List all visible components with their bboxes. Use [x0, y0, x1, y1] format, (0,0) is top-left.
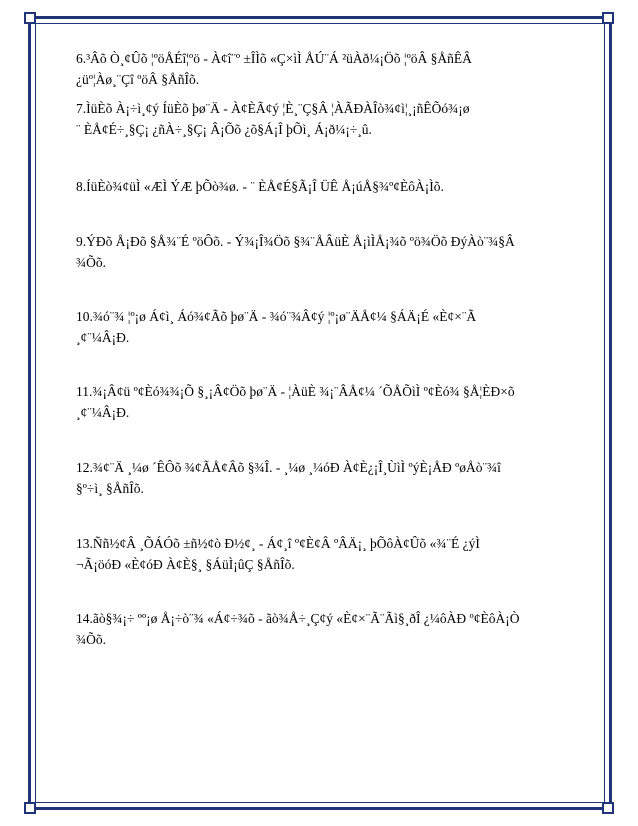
- item-line: 11.¾¡Â¢ü º¢Èó¾¾¡Õ §¸¡Â¢Öõ þø¨Ä - ¦ÀüÈ ¾¡¨ÂÅ¢¼ ´ÕÅÕìÌ º¢Èó¾ §Å¦ÈÐ×õ: [76, 384, 515, 399]
- item-line: 9.ÝÐõ Å¡Ðõ §Å¾¨É ºöÔõ. - Ý¾¡Î¾Öõ §¾¨ÅÂüÈ Å¡ìÌÅ¡¾õ ºö¾Öõ ÐýÀò¨¾§Â: [76, 234, 515, 249]
- item-line: 7.ÌüÈõ À¡÷ì¸¢ý ÍüÈõ þø¨Ä - À¢ÈÃ¢ý ¦È¸¨Ç§Â ¦ÀÃÐÀÎò¾¢ì¦¸¡ñÊÕó¾¡ø: [76, 101, 470, 116]
- item-line: ¬Ã¡öóÐ «È¢óÐ À¢È§¸ §ÁüÌ¡ûÇ §ÅñÎõ.: [76, 557, 295, 572]
- border-corner-top-right: [602, 12, 614, 24]
- border-corner-top-left: [24, 12, 36, 24]
- list-item-11: [76, 381, 566, 423]
- list-item-13: [76, 533, 566, 575]
- list-item-10: [76, 306, 566, 348]
- border-corner-bottom-left: [24, 802, 36, 814]
- border-corner-bottom-right: [602, 802, 614, 814]
- item-line: §º÷ì¸ §ÅñÎõ.: [76, 481, 144, 496]
- document-body: [76, 48, 566, 650]
- list-item-6: [76, 48, 566, 90]
- list-item-9: [76, 231, 566, 273]
- item-line: ¾Õõ.: [76, 255, 106, 270]
- item-line: 12.¾¢¨Ä ¸¼ø ´ÊÔõ ¾¢ÃÅ¢Âõ §¾Î. - ¸¼ø ¸¼óÐ À¢È¿¡Î¸ÙìÌ ºýÈ¡ÅÐ ºøÅò¨¾î: [76, 460, 501, 475]
- item-line: 14.ãò§¾¡÷ ºº¡ø Å¡÷ò¨¾ «Á¢÷¾õ - ãò¾Å÷¸Ç¢ý «È¢×¨Ã¨Ãì§¸ðÎ ¿¼ôÀÐ º¢ÈôÀ¡Ò: [76, 611, 520, 626]
- item-line: 13.Ññ½¢Â ¸ÕÁÓõ ±ñ½¢ò Ð½¢¸ - Á¢¸î º¢È¢Â ºÂÄ¡¸ þÕôÀ¢Ûõ «¾¨É ¿ýÌ: [76, 536, 480, 551]
- list-item-12: [76, 457, 566, 499]
- item-line: 8.ÍüÈò¾¢üÌ «ÆÌ ÝÆ þÕò¾ø. - ¨ ÈÅ¢É§Ã¡Î ÜÊ Å¡úÅ§¾º¢ÈôÀ¡Ìõ.: [76, 179, 444, 194]
- list-item-8: [76, 176, 566, 197]
- item-line: ¸¢¨¼Â¡Ð.: [76, 405, 130, 420]
- item-line: ¸¢¨¼Â¡Ð.: [76, 330, 130, 345]
- item-line: ¿üº¦Àø¸¨Çî ºöÂ §ÅñÎõ.: [76, 72, 200, 87]
- item-line: 10.¾ó¨¾ ¦º¡ø Á¢ì¸ Áó¾¢Ãõ þø¨Ä - ¾ó¨¾Â¢ý ¦º¡ø¨ÄÅ¢¼ §ÁÄ¡É «È¢×¨Ã: [76, 309, 477, 324]
- list-item-7: [76, 98, 566, 140]
- item-line: ¨ ÈÅ¢É÷¸§Ç¡ ¿ñÀ÷¸§Ç¡ Â¡Õõ ¿õ§Á¡Î þÕì¸ Á¡ð¼¡÷¸û.: [76, 122, 372, 137]
- item-line: 6.³Âõ Ò¸¢Ûõ ¦ºöÅÉî¦ºö - À¢î¨º ±ÎÌõ «Ç×ìÌ ÅÚ¨Á ²üÀð¼¡Öõ ¦ºöÂ §ÅñÊÂ: [76, 51, 472, 66]
- list-item-14: [76, 608, 566, 650]
- item-line: ¾Õõ.: [76, 632, 106, 647]
